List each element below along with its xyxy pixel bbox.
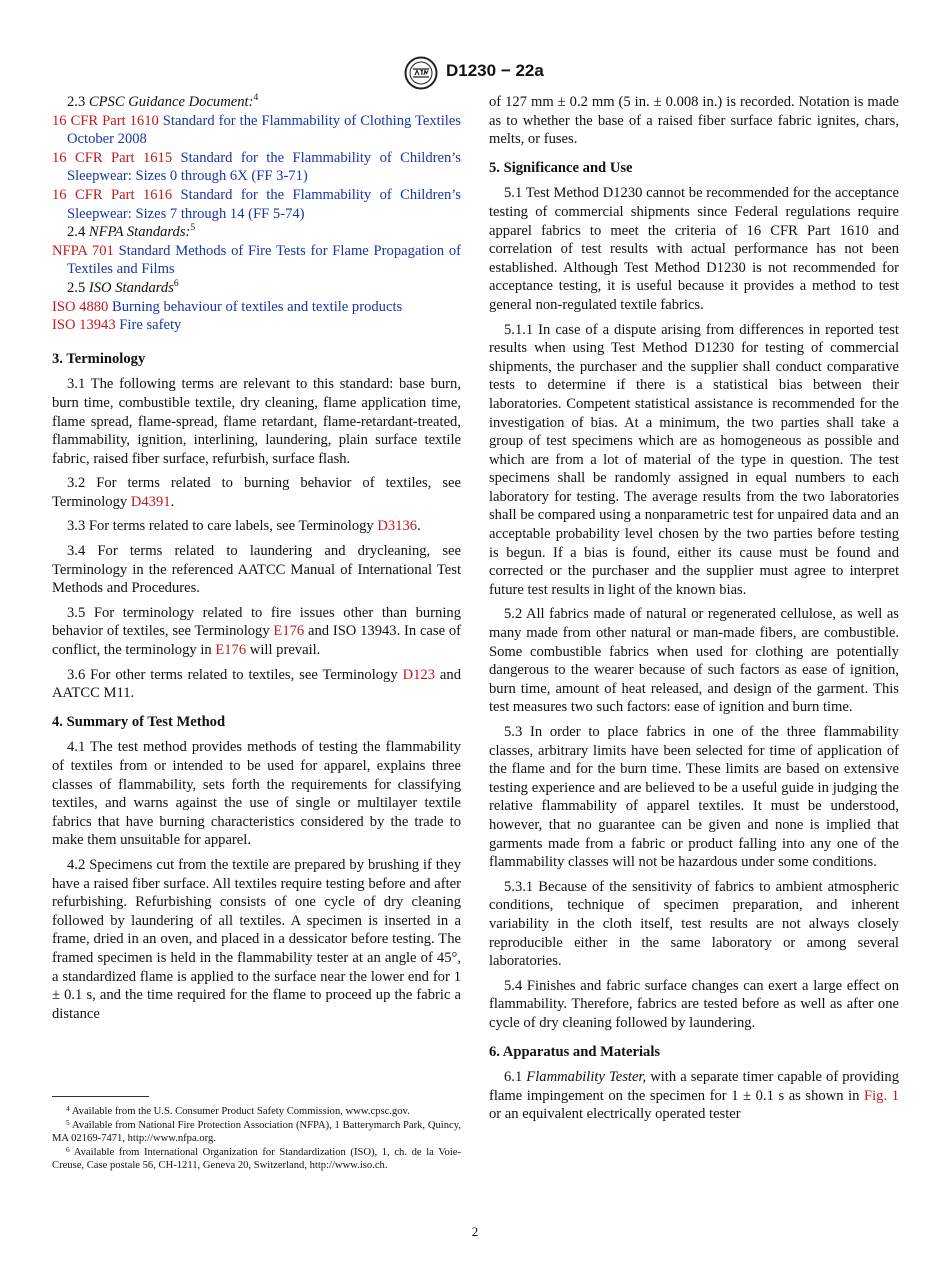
- page-number: 2: [471, 1224, 479, 1239]
- xref-link[interactable]: E176: [273, 623, 305, 640]
- reference-item[interactable]: 16 CFR Part 1610 Standard for the Flammability of Clothing Textiles October 2008: [52, 112, 461, 148]
- section-2-5-heading: 2.5 ISO Standards$^6$: [67, 278, 179, 296]
- left-column: [52, 93, 461, 1029]
- paragraph: 3.6 For other terms related to textiles, see Terminology D123 and AATCC M11.: [52, 666, 461, 702]
- xref-link[interactable]: D3136: [377, 518, 418, 535]
- reference-item[interactable]: ISO 13943 Fire safety: [52, 317, 182, 334]
- reference-item[interactable]: 16 CFR Part 1615 Standard for the Flammability of Children’s Sleepwear: Sizes 0 through 6X (FF 3-71): [52, 149, 461, 185]
- paragraph: of 127 mm ± 0.2 mm (5 in. ± 0.008 in.) is recorded. Notation is made as to whether the base of a raised fiber surface fabric ignites, chars, melts, or fuses.: [489, 94, 899, 148]
- astm-logo-icon: [404, 56, 438, 90]
- section-heading: 6. Apparatus and Materials: [489, 1043, 661, 1060]
- paragraph: 5.2 All fabrics made of natural or regenerated cellulose, as well as many made from other natural or man-made fibers, are combustible. Some combustible fabrics when used for clothing are potentially dangerous to the wearer because of such factors as ease of ignition, burn time, amount of heat released, and design of the garment. This test measures two such factors: ease of ignition and burn time.: [489, 606, 899, 716]
- footnote-rule: [52, 1096, 149, 1097]
- xref-link[interactable]: D123: [402, 666, 435, 683]
- section-2-4-heading: 2.4 NFPA Standards:$^5$: [67, 223, 196, 241]
- paragraph: 3.4 For terms related to laundering and drycleaning, see Terminology in the referenced AATCC Manual of International Test Methods and Procedures.: [52, 543, 461, 597]
- paragraph: 5.4 Finishes and fabric surface changes can exert a large effect on flammability. Therefore, fabrics are tested before as well as after one cycle of dry cleaning followed by laundering.: [489, 977, 899, 1031]
- paragraph: 4.2 Specimens cut from the textile are prepared by brushing if they have a raised fiber surface. All textiles require testing before and after refurbishing. Refurbishing consists of one cycle of dry cleaning followed by laundering of all textiles. A specimen is inserted in a frame, dried in an oven, and placed in a dessicator before testing. The framed specimen is held in the flammability tester at an angle of 45°, a standardized flame is applied to the surface near the lower end for 1 ± 0.1 s, and the time required for the flame to proceed up the fabric a distance: [52, 856, 461, 1022]
- document-id: D1230 − 22a: [446, 61, 544, 80]
- reference-item[interactable]: 16 CFR Part 1616 Standard for the Flammability of Children’s Sleepwear: Sizes 7 through 14 (FF 5-74): [52, 186, 461, 222]
- footnote: $^6$ Available from International Organization for Standardization (ISO), 1, ch. de la Voie-Creuse, Case postale 56, CH-1211, Geneva 20, Switzerland, http://www.iso.ch.: [52, 1144, 461, 1172]
- paragraph: 3.1 The following terms are relevant to this standard: base burn, burn time, combustible textile, dry cleaning, flame application time, flame spread, flame-spread, flame retardant, flame-retardant-treated, flammability, ignition, interlining, laundering, plain surface textile fabric, raised fiber surface, refurbish, surface flash.: [52, 376, 461, 467]
- xref-link[interactable]: E176: [215, 642, 247, 659]
- xref-link[interactable]: D4391: [130, 493, 171, 510]
- footnotes: [52, 1105, 461, 1173]
- page-header: [0, 56, 950, 90]
- section-heading: 3. Terminology: [52, 350, 146, 367]
- footnote: $^4$ Available from the U.S. Consumer Product Safety Commission, www.cpsc.gov.: [66, 1104, 410, 1117]
- paragraph: 5.3.1 Because of the sensitivity of fabrics to ambient atmospheric conditions, technique of specimen preparation, and inherent variability in the cloth itself, test results are not always closely reproducible either in the same laboratory or among several laboratories.: [489, 878, 899, 970]
- paragraph: 5.1.1 In case of a dispute arising from differences in reported test results when using Test Method D1230 for testing of commercial shipments, the purchaser and the supplier shall conduct comparative tests to determine if there is a statistical bias between their laboratories. Competent statistical assistance is recommended for the investigation of bias. At a minimum, the two parties shall take a group of test specimens which are as homogeneous as possible and which are from a lot of material of the type in question. The test specimens shall be randomly assigned in equal numbers to each laboratory for testing. The average results from the two laboratories shall be compared using a nonparametric test for unpaired data and an acceptable probability level chosen by the two parties before testing is begun. If a bias is found, either its cause must be found and corrected or the purchaser and the supplier must agree to interpret future test results in light of the known bias.: [489, 321, 899, 598]
- paragraph: 5.1 Test Method D1230 cannot be recommended for the acceptance testing of commercial shipments since Federal regulations require apparel fabrics to meet the criteria of 16 CFR Part 1610 and correlation of test results with actual performance has not been established. Although Test Method D1230 is not recommended for acceptance testing, it is useful because it provides a method to test general non-regulated textile fabrics.: [489, 185, 899, 313]
- section-heading: 4. Summary of Test Method: [52, 713, 226, 730]
- paragraph: 3.3 For terms related to care labels, see Terminology D3136.: [67, 518, 421, 535]
- paragraph: 4.1 The test method provides methods of testing the flammability of textiles from or intended to be used for apparel, explains three classes of flammability, sets forth the requirements for classifying textiles, and warns against the use of single or multilayer textile fabrics that have burning characteristics considered by the trade to make them unsuitable for apparel.: [52, 739, 461, 849]
- right-column: [489, 93, 899, 1130]
- paragraph: 6.1 Flammability Tester, with a separate timer capable of providing flame impingement on the specimen for 1 ± 0.1 s as shown in Fig. 1 or an equivalent electrically operated tester: [489, 1069, 899, 1123]
- section-heading: 5. Significance and Use: [489, 159, 633, 176]
- reference-item[interactable]: ISO 4880 Burning behaviour of textiles and textile products: [52, 298, 403, 315]
- footnote: $^5$ Available from National Fire Protection Association (NFPA), 1 Batterymarch Park, Quincy, MA 02169-7471, http://www.nfpa.org.: [52, 1117, 461, 1145]
- section-2-3-heading: 2.3 CPSC Guidance Document:$^4$: [67, 93, 259, 110]
- paragraph: 3.5 For terminology related to fire issues other than burning behavior of textiles, see Terminology E176 and ISO 13943. In case of conflict, the terminology in E176 will prevail.: [52, 604, 461, 659]
- paragraph: 5.3 In order to place fabrics in one of the three flammability classes, arbitrary limits have been selected for time of application of the flame and for the burn time. These limits are based on extensive testing experience and are believed to be a useful guide in judging the relative flammability of apparel textiles. It must be understood, however, that no guarantee can be given and none is implied that garments made from a fabric or product falling into any one of the flammability classes will not be hazardous under some conditions.: [489, 724, 899, 871]
- reference-item[interactable]: NFPA 701 Standard Methods of Fire Tests for Flame Propagation of Textiles and Films: [52, 242, 461, 278]
- figure-link[interactable]: Fig. 1: [864, 1087, 899, 1104]
- paragraph: 3.2 For terms related to burning behavior of textiles, see Terminology D4391.: [52, 475, 461, 510]
